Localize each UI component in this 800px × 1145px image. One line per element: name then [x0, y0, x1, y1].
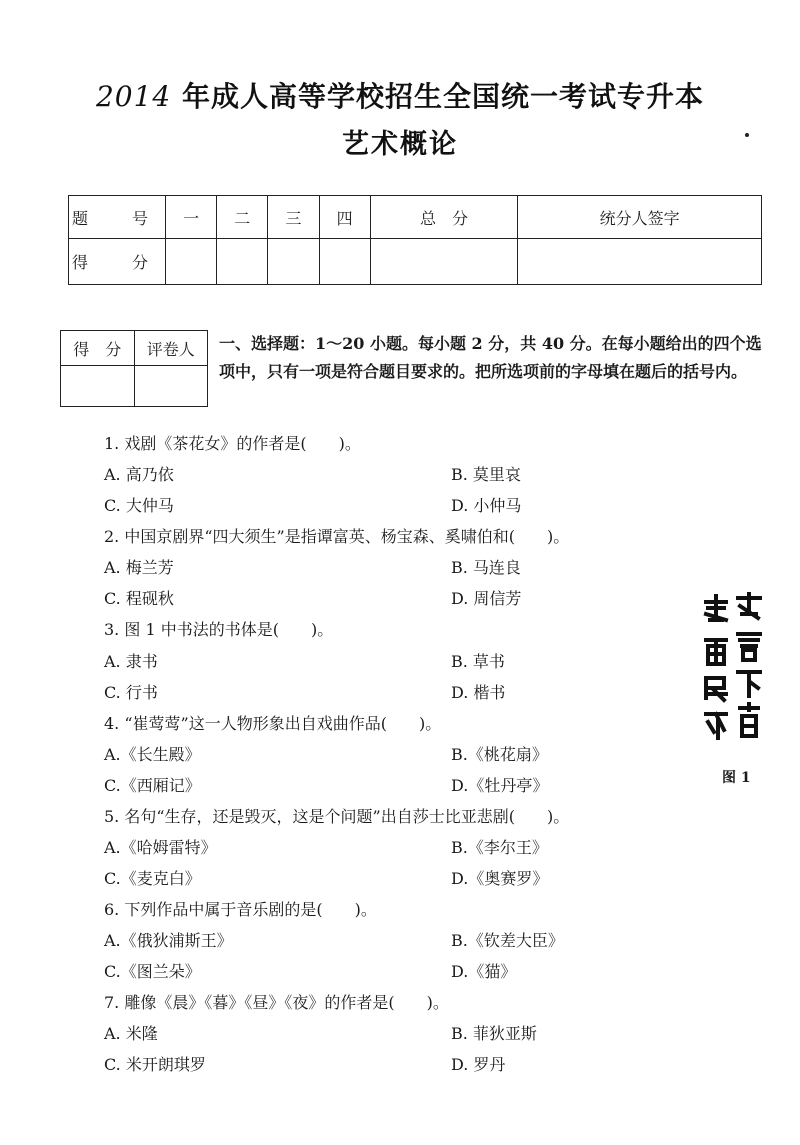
question-6-stem: 6. 下列作品中属于音乐剧的是( )。	[104, 900, 377, 919]
exam-year: 2014	[95, 80, 172, 113]
question-3-option-b[interactable]: B. 草书	[451, 652, 505, 671]
grader-score-cell[interactable]	[61, 366, 135, 407]
question-7-stem: 7. 雕像《晨》《暮》《昼》《夜》的作者是( )。	[104, 993, 449, 1012]
question-6-option-b[interactable]: B.《钦差大臣》	[451, 931, 564, 950]
question-4-option-b[interactable]: B.《桃花扇》	[451, 745, 548, 764]
score-header-section4: 四	[319, 196, 370, 239]
question-2-option-b[interactable]: B. 马连良	[451, 558, 521, 577]
question-3-option-a[interactable]: A. 隶书	[104, 652, 158, 671]
section1-instructions: 一、选择题：1～20 小题。每小题 2 分，共 40 分。在每小题给出的四个选项中，只有一项是符合题目要求的。把所选项前的字母填在题后的括号内。	[219, 334, 762, 381]
score-cell-1[interactable]	[166, 239, 217, 285]
question-3-option-c[interactable]: C. 行书	[104, 683, 158, 702]
question-4-option-c[interactable]: C.《西厢记》	[104, 776, 201, 795]
question-4-stem: 4. “崔莺莺”这一人物形象出自戏曲作品( )。	[104, 714, 442, 733]
score-cell-signature[interactable]	[518, 239, 762, 285]
question-5-option-d[interactable]: D.《奥赛罗》	[451, 869, 549, 888]
score-header-section1: 一	[166, 196, 217, 239]
question-3-stem: 3. 图 1 中书法的书体是( )。	[104, 620, 334, 639]
grader-reviewer-cell[interactable]	[134, 366, 208, 407]
score-header-label: 题 号	[69, 196, 166, 239]
question-2-option-a[interactable]: A. 梅兰芳	[104, 558, 174, 577]
question-3-option-d[interactable]: D. 楷书	[451, 683, 506, 702]
question-5-option-a[interactable]: A.《哈姆雷特》	[104, 838, 217, 857]
subject-title: 艺术概论	[342, 129, 458, 160]
question-1-option-d[interactable]: D. 小仲马	[451, 496, 522, 515]
figure-1-calligraphy	[702, 590, 766, 745]
question-7-option-b[interactable]: B. 菲狄亚斯	[451, 1024, 537, 1043]
score-cell-4[interactable]	[319, 239, 370, 285]
score-header-signature: 统分人签字	[518, 196, 762, 239]
page-mark	[745, 133, 749, 137]
question-6-option-c[interactable]: C.《图兰朵》	[104, 962, 201, 981]
grader-reviewer-label: 评卷人	[134, 331, 208, 366]
score-cell-3[interactable]	[268, 239, 319, 285]
exam-title-text: 年成人高等学校招生全国统一考试专升本	[182, 80, 705, 113]
score-header-total: 总 分	[370, 196, 517, 239]
question-5-option-b[interactable]: B.《李尔王》	[451, 838, 548, 857]
score-cell-total[interactable]	[370, 239, 517, 285]
score-header-section3: 三	[268, 196, 319, 239]
figure-1-caption: 图 1	[722, 770, 751, 786]
score-table	[68, 195, 762, 285]
question-2-option-c[interactable]: C. 程砚秋	[104, 589, 174, 608]
question-1-option-b[interactable]: B. 莫里哀	[451, 465, 521, 484]
question-1-option-c[interactable]: C. 大仲马	[104, 496, 174, 515]
question-6-option-a[interactable]: A.《俄狄浦斯王》	[104, 931, 233, 950]
exam-title	[0, 75, 800, 115]
question-5-option-c[interactable]: C.《麦克白》	[104, 869, 201, 888]
score-cell-2[interactable]	[217, 239, 268, 285]
question-6-option-d[interactable]: D.《猫》	[451, 962, 517, 981]
question-2-stem: 2. 中国京剧界“四大须生”是指谭富英、杨宝森、奚啸伯和( )。	[104, 527, 570, 546]
grader-box	[60, 330, 208, 407]
grader-score-label: 得 分	[61, 331, 135, 366]
question-7-option-d[interactable]: D. 罗丹	[451, 1055, 506, 1074]
question-4-option-a[interactable]: A.《长生殿》	[104, 745, 201, 764]
question-1-stem: 1. 戏剧《茶花女》的作者是( )。	[104, 434, 361, 453]
score-row-label: 得 分	[69, 239, 166, 285]
score-table-header-row	[69, 196, 762, 239]
score-header-section2: 二	[217, 196, 268, 239]
question-4-option-d[interactable]: D.《牡丹亭》	[451, 776, 549, 795]
question-7-option-c[interactable]: C. 米开朗琪罗	[104, 1055, 206, 1074]
question-7-option-a[interactable]: A. 米隆	[104, 1024, 158, 1043]
question-5-stem: 5. 名句“生存，还是毁灭，这是个问题”出自莎士比亚悲剧( )。	[104, 807, 570, 826]
question-1-option-a[interactable]: A. 高乃依	[104, 465, 174, 484]
question-2-option-d[interactable]: D. 周信芳	[451, 589, 522, 608]
score-table-score-row	[69, 239, 762, 285]
